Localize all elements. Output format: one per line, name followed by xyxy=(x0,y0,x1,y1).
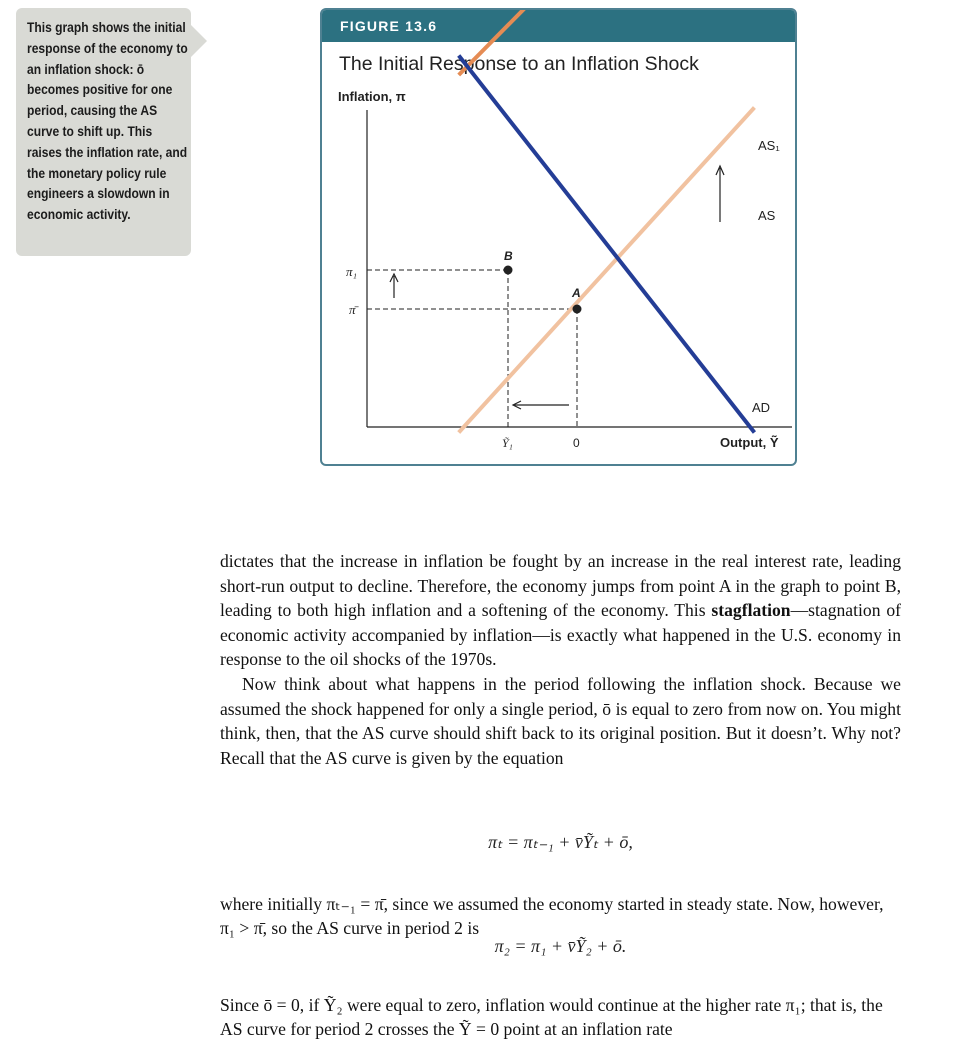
paragraph-2: Now think about what happens in the period following the inflation shock. Because we assumed the shock happened for only a single period, ō is equal to zero from now on. You might think, then, that the AS curve should shift back to its original position. But it doesn’t. Why not? Recall that the AS curve is given by the equation xyxy=(220,673,901,768)
figure-title: The Initial Response to an Inflation Shock xyxy=(339,53,699,75)
pibar-tick: π̄ xyxy=(349,302,356,317)
paragraph-4: Since ō = 0, if Ỹ₂ were equal to zero, inflation would continue at the higher rate π₁; that is, the AS curve for period 2 crosses the Ỹ = 0 point at an inflation rate xyxy=(220,994,883,1040)
chart-svg xyxy=(322,10,797,466)
paragraph-1-text: dictates that the increase in inflation be fought by an increase in the real interest rate, leading short-run output to decline. Therefore, the economy jumps from point A in the graph to point B, leading to both high inflation and a softening of the economy. This xyxy=(220,551,901,621)
zero-tick: 0 xyxy=(573,436,580,450)
y1-tick: Ỹ₁ xyxy=(502,436,513,450)
ad-label: AD xyxy=(752,400,771,415)
figure-box xyxy=(320,8,797,466)
as1-label: AS₁ xyxy=(758,138,780,153)
paragraph-3: where initially πₜ₋₁ = π̄, since we assumed the economy started in steady state. Now, however, π₁ > π̄, so the AS curve in period 2 is xyxy=(220,893,884,939)
paragraph-1 xyxy=(220,549,901,672)
as1-curve xyxy=(459,10,755,75)
as-label: AS xyxy=(758,208,776,223)
body-text xyxy=(220,549,901,770)
x-axis-label: Output, Ỹ xyxy=(720,435,779,450)
term-stagflation: stagflation xyxy=(711,600,791,621)
sidebar-callout xyxy=(16,8,191,256)
y-axis-label: Inflation, π xyxy=(338,89,406,104)
point-b-marker xyxy=(504,266,513,275)
pi1-tick: π₁ xyxy=(346,264,358,279)
point-b-label: B xyxy=(504,249,513,263)
paragraph-1-end: —stagnation of economic activity accompanied by inflation—is exactly what happened in the U.S. economy in response to the oil shocks of the 1970s. xyxy=(220,600,901,670)
sidebar-text: This graph shows the initial response of the economy to an inflation shock: ō becomes positive for one period, causing the AS curve to shift up. This raises the inflation rate, and the monetary policy rule engineers a slowdown in economic activity. xyxy=(27,20,188,223)
ad-curve xyxy=(459,56,755,433)
figure-label: FIGURE 13.6 xyxy=(322,10,795,42)
shift-arrows xyxy=(390,166,724,409)
point-a-label: A xyxy=(572,286,581,300)
point-a-marker xyxy=(573,305,582,314)
equation-2: π₂ = π₁ + v̄Ỹ₂ + ō. xyxy=(494,936,627,956)
equation-1: πₜ = πₜ₋₁ + v̄Ỹₜ + ō, xyxy=(488,832,633,852)
